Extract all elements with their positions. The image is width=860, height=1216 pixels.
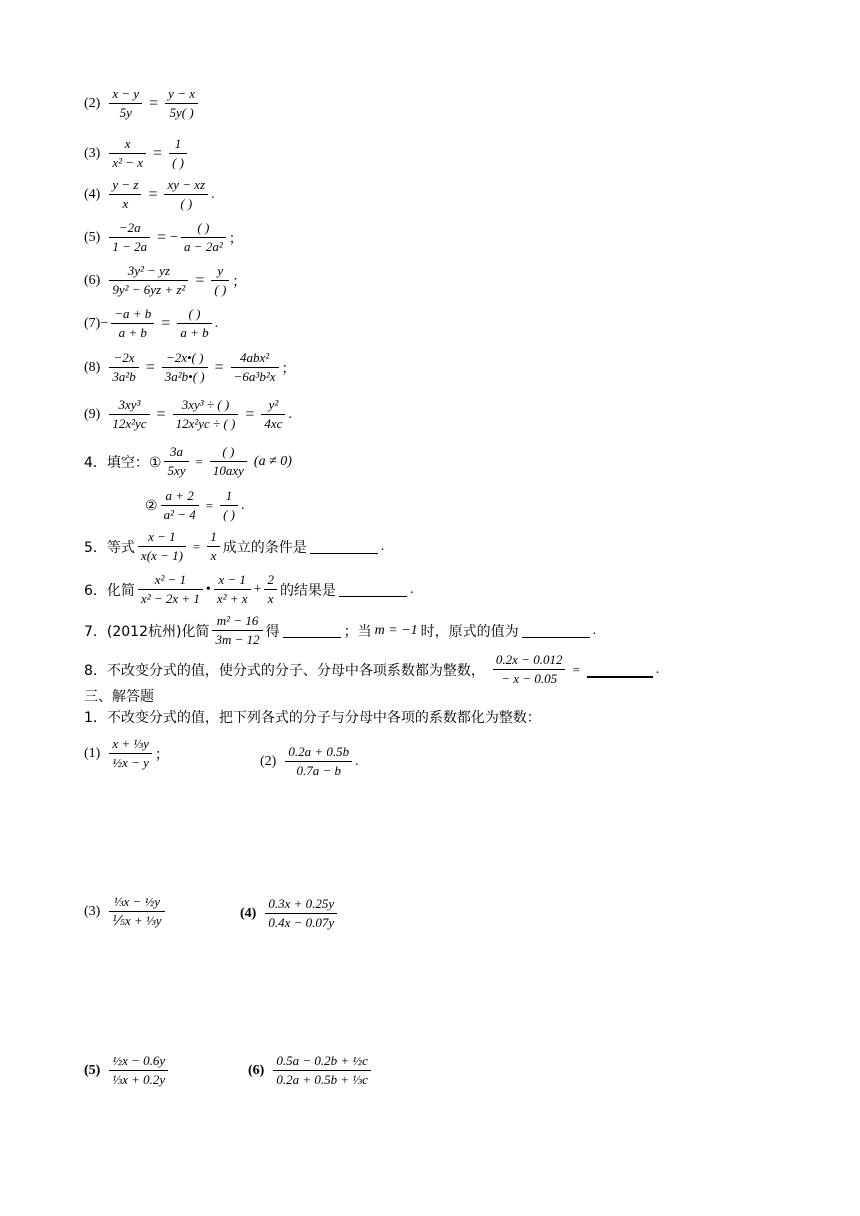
fraction-1: $\frac{-2x}{\text{3a²b}}$ xyxy=(109,349,138,386)
answer-blank[interactable] xyxy=(587,662,653,678)
s1-item-1: (1) $\frac{\text{x + ⅓y}}{\text{½x − y}}$ ； xyxy=(84,736,169,770)
question-4-part-2: ② $\frac{a + 2}{\text{a² − 4}}$ = $\frac{1}{( )}$ . xyxy=(145,488,245,522)
s1-item-3: (3) $\frac{\text{⅓x − ½y}}{\text{⅕x + ⅓y}}$ xyxy=(84,893,168,930)
condition: (a ≠ 0) xyxy=(253,453,292,469)
fraction-1: $\frac{\text{3xy³}}{\text{12x²yc}}$ xyxy=(109,396,149,433)
fraction-1: $\frac{0.2x - 0.012}{- x - 0.05}$ xyxy=(493,651,566,688)
fraction-2: $\frac{-2x•( )}{\text{3a²b•( )}}$ xyxy=(162,349,208,386)
s1-item-5: (5) $\frac{\text{½x − 0.6y}}{\text{⅓x + 0.2y}}$ xyxy=(84,1052,171,1089)
item-label: (3) xyxy=(84,145,101,161)
item-3: (3) $\frac{x}{\text{x² − x}}$ = $\frac{1}{( )}$ xyxy=(84,135,190,172)
rhs-fraction: $\frac{xy - xz}{( )}$ xyxy=(164,176,208,213)
answer-blank[interactable] xyxy=(339,582,407,597)
s1-item-2: (2) $\frac{0.2a + 0.5b}{0.7a - b}$ . xyxy=(260,744,359,778)
fraction: $\frac{\text{x + ⅓y}}{\text{½x − y}}$ xyxy=(109,735,152,772)
item-9: (9) $\frac{\text{3xy³}}{\text{12x²yc}}$ = $\frac{\text{3xy³ ÷ ( )}}{\text{12x²yc ÷ ( )}}$ = $\frac{\text{y²}}{4xc}$ . xyxy=(84,397,292,431)
lhs-fraction: $\frac{-a + b}{a + b}$ xyxy=(111,305,154,342)
fraction-1: $\frac{x - 1}{x(x - 1)}$ xyxy=(138,528,186,565)
fraction: $\frac{\text{½x − 0.6y}}{\text{⅓x + 0.2y}}$ xyxy=(109,1052,168,1089)
fraction: $\frac{0.3x + 0.25y}{0.4x - 0.07y}$ xyxy=(265,895,337,932)
section-heading: 三、解答题 xyxy=(84,689,154,705)
rhs-fraction: $\frac{( )}{\text{a − 2a²}}$ xyxy=(181,219,226,256)
item-7: (7) − $\frac{-a + b}{a + b}$ = $\frac{( )}{a + b}$ . xyxy=(84,306,219,340)
item-label: (8) xyxy=(84,359,101,375)
question-7: 7．(2012杭州)化简 $\frac{\text{m² − 16}}{3m - 12}$ 得 ；当 m = −1 时，原式的值为 . xyxy=(84,613,597,647)
fraction-1: $\frac{\text{x² − 1}}{\text{x² − 2x + 1}}$ xyxy=(138,571,203,608)
item-5: (5) $\frac{-2a}{1 - 2a}$ = − $\frac{( )}{\text{a − 2a²}}$ ； xyxy=(84,220,243,254)
fraction-3: $\frac{\text{4abx²}}{\text{−6a³b²x}}$ xyxy=(231,349,279,386)
fraction-1: $\frac{a + 2}{\text{a² − 4}}$ xyxy=(161,487,199,524)
fraction-3: $\frac{\text{y²}}{4xc}$ xyxy=(261,396,285,433)
lhs-fraction: $\frac{y - z}{x}$ xyxy=(109,176,141,213)
rhs-fraction: $\frac{y - x}{5y( )}$ xyxy=(165,85,198,122)
answer-blank-2[interactable] xyxy=(522,623,590,638)
item-label: (6) xyxy=(84,272,101,288)
fraction-1: $\frac{\text{m² − 16}}{3m - 12}$ xyxy=(212,612,262,649)
item-label: (2) xyxy=(84,95,101,111)
item-label: (5) xyxy=(84,229,101,245)
item-6: (6) $\frac{\text{3y² − yz}}{\text{9y² − 6yz + z²}}$ = $\frac{y}{( )}$ ； xyxy=(84,263,247,297)
fraction: $\frac{\text{0.5a − 0.2b + ½c}}{\text{0.2a + 0.5b + ⅓c}}$ xyxy=(273,1052,371,1089)
fraction: $\frac{0.2a + 0.5b}{0.7a - b}$ xyxy=(285,743,352,780)
item-label: (9) xyxy=(84,406,101,422)
question-label: 4．填空：① xyxy=(84,454,162,471)
s1-item-4: (4) $\frac{0.3x + 0.25y}{0.4x - 0.07y}$ xyxy=(240,895,340,932)
lhs-fraction: $\frac{\text{3y² − yz}}{\text{9y² − 6yz + z²}}$ xyxy=(109,262,188,299)
item-4: (4) $\frac{y - z}{x}$ = $\frac{xy - xz}{( )}$ . xyxy=(84,177,215,211)
lhs-fraction: $\frac{-2a}{1 - 2a}$ xyxy=(109,219,150,256)
fraction-2: $\frac{1}{( )}$ xyxy=(220,487,238,524)
item-8: (8) $\frac{-2x}{\text{3a²b}}$ = $\frac{-2x•( )}{\text{3a²b•( )}}$ = $\frac{\text{4abx²}}{\text{−6a³b²x}}$ ； xyxy=(84,350,296,384)
fraction-2: $\frac{x - 1}{\text{x² + x}}$ xyxy=(214,571,251,608)
fraction-1: $\frac{3a}{5xy}$ xyxy=(164,443,188,480)
rhs-fraction: $\frac{y}{( )}$ xyxy=(211,262,229,299)
fraction-2: $\frac{( )}{\text{10axy}}$ xyxy=(210,443,247,480)
answer-blank[interactable] xyxy=(310,539,378,554)
fraction-3: $\frac{2}{x}$ xyxy=(264,571,277,608)
question-4: 4．填空：① $\frac{3a}{5xy}$ = $\frac{( )}{\text{10axy}}$ (a ≠ 0) xyxy=(84,444,292,478)
question-5: 5．等式 $\frac{x - 1}{x(x - 1)}$ = $\frac{1}{x}$ 成立的条件是 . xyxy=(84,529,385,563)
lhs-fraction: $\frac{x - y}{5y}$ xyxy=(109,85,142,122)
fraction: $\frac{\text{⅓x − ½y}}{\text{⅕x + ⅓y}}$ xyxy=(109,893,164,930)
section-1-title: 1．不改变分式的值，把下列各式的分子与分母中各项的系数都化为整数： xyxy=(84,710,541,726)
item-label: (7) xyxy=(84,315,101,331)
question-8: 8．不改变分式的值，使分式的分子、分母中各项系数都为整数， $\frac{0.2x - 0.012}{- x - 0.05}$ = . xyxy=(84,652,660,686)
rhs-fraction: $\frac{1}{( )}$ xyxy=(169,135,187,172)
s1-item-6: (6) $\frac{\text{0.5a − 0.2b + ½c}}{\text{0.2a + 0.5b + ⅓c}}$ xyxy=(248,1052,374,1089)
circle-number: ② xyxy=(145,497,158,514)
fraction-2: $\frac{1}{x}$ xyxy=(207,528,220,565)
item-2: (2) $\frac{x - y}{5y}$ = $\frac{y - x}{5y( )}$ xyxy=(84,85,201,122)
answer-blank-1[interactable] xyxy=(283,623,341,638)
fraction-2: $\frac{\text{3xy³ ÷ ( )}}{\text{12x²yc ÷ ( )}}$ xyxy=(173,396,239,433)
item-label: (4) xyxy=(84,186,101,202)
rhs-fraction: $\frac{( )}{a + b}$ xyxy=(177,305,211,342)
lhs-fraction: $\frac{x}{\text{x² − x}}$ xyxy=(109,135,146,172)
question-6: 6．化简 $\frac{\text{x² − 1}}{\text{x² − 2x + 1}}$ • $\frac{x - 1}{\text{x² + x}}$ + $\frac{2}{x}$ 的结果是 . xyxy=(84,572,414,606)
